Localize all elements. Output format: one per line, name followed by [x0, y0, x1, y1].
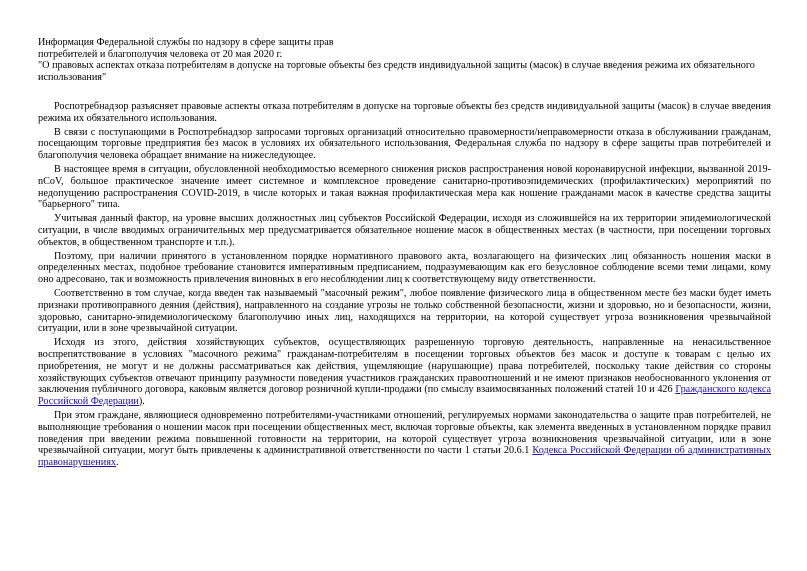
- paragraph-8: [38, 410, 771, 469]
- administrative-code-link[interactable]: Кодекса Российской Федерации об административных правонарушениях: [38, 445, 771, 469]
- header-line-1: Информация Федеральной службы по надзору в сфере защиты прав: [38, 37, 334, 48]
- paragraph-1: Роспотребнадзор разъясняет правовые аспекты отказа потребителям в допуске на торговые объекты без средств индивидуальной защиты (масок) в случае введения режима их обязательного использования.: [38, 101, 771, 124]
- paragraph-3: В настоящее время в ситуации, обусловленной необходимостью всемерного снижения рисков распространения новой коронавирусной инфекции, вызванной 2019-nCoV, большое практическое значение имеет системное и комплексное проведение санитарно-противоэпидемических (профилактических) мероприятий по недопущению распространения COVID-2019, в числе которых и такая важная профилактическая мера как ношение гражданами масок в качестве средства защиты "барьерного" типа.: [38, 163, 771, 211]
- paragraph-5: Поэтому, при наличии принятого в установленном порядке нормативного правового акта, возлагающего на физических лиц обязанность ношения маски в определенных местах, подобное требование становится императивным предписанием, подразумевающим как его безусловное соблюдение всеми теми лицами, кому оно адресовано, так и возможность привлечения виновных в его несоблюдении лиц к соответствующему виду ответственности.: [38, 250, 771, 286]
- document-body: [38, 101, 771, 471]
- civil-code-link[interactable]: Гражданского кодекса Российской Федерации: [38, 384, 771, 408]
- paragraph-6: Соответственно в том случае, когда введен так называемый "масочный режим", любое появление физического лица в общественном месте без маски будет иметь признаки противоправного деяния (действия), направленного на создание угрозы не только собственной безопасности, жизни и здоровью, но и безопасности, жизни, здоровью, санитарно-эпидемиологическому благополучию иных лиц, находящихся на территории, на которой существует угроза возникновения чрезвычайной ситуации, или в зоне чрезвычайной ситуации.: [38, 287, 771, 335]
- paragraph-8-end: .: [115, 457, 119, 469]
- header-line-2: потребителей и благополучия человека от 20 мая 2020 г.: [38, 48, 283, 60]
- paragraph-8-text: При этом граждане, являющиеся одновременно потребителями-участниками отношений, регулируемых нормами законодательства о защите прав потребителей, не выполняющие требования о ношении масок при посещении общественных мест, включая торговые объекты, как элемента введенных в установленном порядке правил поведения при введении режима повышенной готовности на территории, на которой существует угроза возникновения чрезвычайной ситуации, или в зоне чрезвычайной ситуации, могут быть привлечены к административной ответственности по части 1 статьи 20.6.1: [38, 409, 771, 457]
- paragraph-4: Учитывая данный фактор, на уровне высших должностных лиц субъектов Российской Федерации, исходя из сложившейся на их территории эпидемиологической ситуации, в числе вводимых ограничительных мер предусматривается обязательное ношение масок в общественных местах (в частности, при посещении торговых объектов, в общественном транспорте и т.п.).: [38, 213, 771, 248]
- paragraph-7: [38, 337, 771, 408]
- paragraph-2: В связи с поступающими в Роспотребнадзор запросами торговых организаций относительно правомерности/неправомерности отказа в обслуживании гражданам, посещающим торговые предприятия без масок в условиях их обязательного использования, Федеральная служба по надзору в сфере защиты прав потребителей и благополучия человека обращает внимание на нижеследующее.: [38, 126, 771, 162]
- document-header: [38, 37, 783, 83]
- paragraph-7-text: Исходя из этого, действия хозяйствующих субъектов, осуществляющих разрешенную торговую деятельность, направленные на ненасильственное воспрепятствование в условиях "масочного режима" гражданам-потребителям в посещении торговых объектов без масок и доступе к товарам с целью их приобретения, не могут и не должны рассматриваться как действия, ущемляющие (нарушающие) права потребителей, поскольку такие действия со стороны хозяйствующих субъектов отвечают принципу разумности поведения участников гражданских правоотношений и не имеют признаков необоснованного уклонения от заключения публичного договора, каковым является договор розничной купли-продажи (по смыслу взаимосвязанных положений статей 10 и 426: [38, 337, 771, 396]
- paragraph-7-end: ).: [138, 396, 145, 408]
- header-title: "О правовых аспектах отказа потребителям в допуске на торговые объекты без средств индивидуальной защиты (масок) в случае введения режима их обязательного использования": [38, 60, 755, 83]
